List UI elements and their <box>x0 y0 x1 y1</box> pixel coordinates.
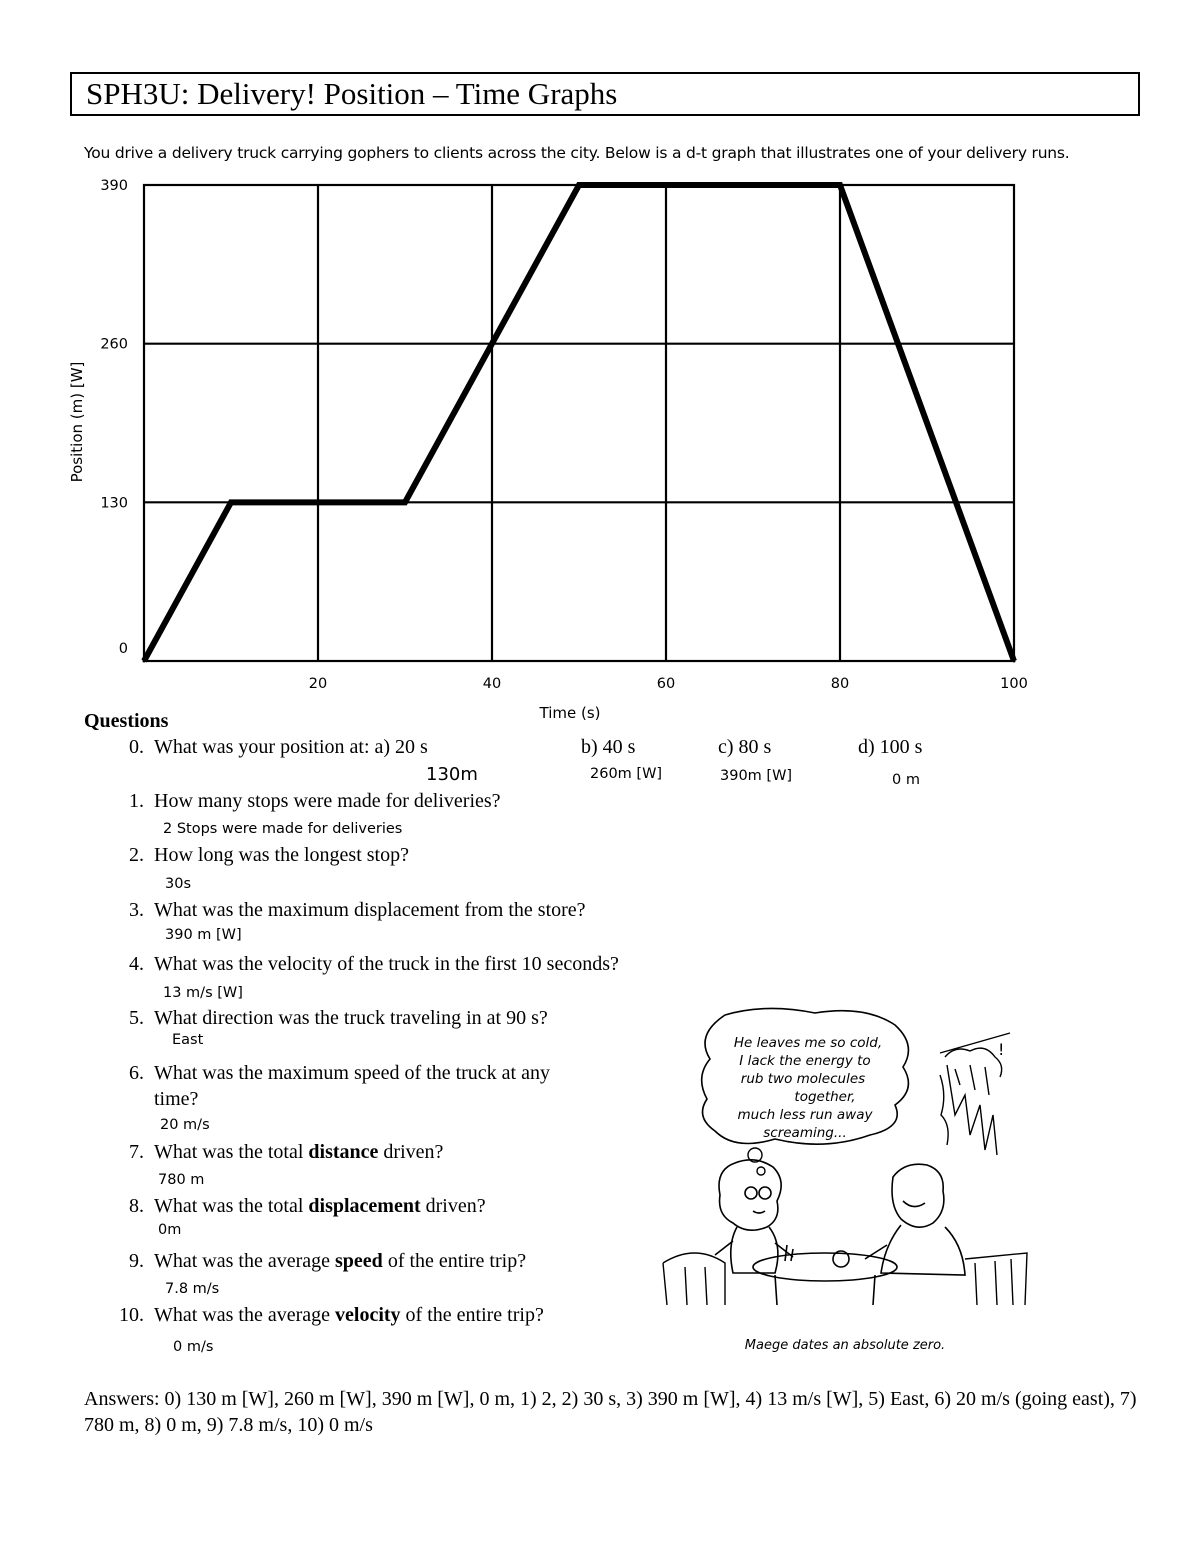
table-icon <box>753 1245 897 1305</box>
x-tick-label: 20 <box>308 676 328 692</box>
question-number: 4. <box>129 953 144 975</box>
question-text: What was the total displacement driven? <box>154 1195 486 1217</box>
y-tick-label: 390 <box>100 178 128 194</box>
y-tick-label: 260 <box>100 336 128 353</box>
data-point <box>143 660 146 663</box>
y-tick-labels <box>100 178 128 657</box>
q0-answer-a: 130m <box>426 764 478 785</box>
data-point <box>578 184 581 187</box>
question-number: 8. <box>129 1195 144 1217</box>
questions-heading: Questions <box>84 710 169 732</box>
question-number: 7. <box>129 1141 144 1163</box>
emphasis: distance <box>308 1141 379 1163</box>
question-number: 10. <box>119 1304 144 1326</box>
question-number: 1. <box>129 790 144 812</box>
question-text: What was the velocity of the truck in the first 10 seconds? <box>154 953 619 975</box>
position-time-chart <box>60 172 1030 732</box>
data-point <box>230 501 233 504</box>
answer-9: 7.8 m/s <box>165 1281 220 1297</box>
q0-part-c: c) 80 s <box>718 736 772 758</box>
data-point <box>839 184 842 187</box>
question-number: 0. <box>129 736 144 758</box>
data-point <box>404 501 407 504</box>
y-axis-label: Position (m) [W] <box>68 361 86 483</box>
answer-3: 390 m [W] <box>165 927 242 943</box>
bubble-line: rub two molecules <box>740 1071 866 1087</box>
question-6-continued: time? <box>154 1088 199 1110</box>
q0-answer-b: 260m [W] <box>590 766 663 782</box>
x-tick-label: 100 <box>1000 676 1028 692</box>
bubble-line: screaming... <box>763 1125 847 1141</box>
answers-summary: Answers: 0) 130 m [W], 260 m [W], 390 m [W], 0 m, 1) 2, 2) 30 s, 3) 390 m [W], 4) 13 m/s [W], 5) East, 6) 20 m/s (going east), 7) 780 m, 8) 0 m, 9) 7.8 m/s, 10) 0 m/s <box>84 1388 1137 1436</box>
answer-10: 0 m/s <box>173 1339 214 1355</box>
chart-grid <box>144 185 1014 661</box>
question-number: 9. <box>129 1250 144 1272</box>
bubble-line: I lack the energy to <box>739 1053 871 1069</box>
position-line <box>144 185 1014 661</box>
q0-part-b: b) 40 s <box>581 736 636 758</box>
answer-6: 20 m/s <box>160 1117 210 1133</box>
y-tick-label: 0 <box>118 641 128 657</box>
question-text: What was the maximum speed of the truck at any <box>154 1062 550 1084</box>
question-text: What was the average speed of the entire trip? <box>154 1250 527 1272</box>
question-number: 2. <box>129 844 144 866</box>
question-text: What was the average velocity of the entire trip? <box>154 1304 544 1326</box>
cartoon-caption: Maege dates an absolute zero. <box>744 1338 946 1353</box>
intro-text: You drive a delivery truck carrying gophers to clients across the city. Below is a d-t graph that illustrates one of your delivery runs. <box>84 144 1070 162</box>
answer-7: 780 m <box>158 1172 205 1188</box>
x-tick-label: 40 <box>482 676 502 692</box>
emphasis: velocity <box>335 1304 401 1326</box>
bubble-line: He leaves me so cold, <box>733 1035 883 1051</box>
question-number: 5. <box>129 1007 144 1029</box>
question-text: What was the maximum displacement from the store? <box>154 899 586 921</box>
x-tick-labels <box>309 676 1028 692</box>
bubble-line: much less run away <box>737 1107 873 1123</box>
plot-frame <box>144 185 1014 661</box>
answer-4: 13 m/s [W] <box>163 985 243 1001</box>
cartoon-illustration <box>655 1005 1035 1355</box>
x-axis-label: Time (s) <box>539 704 601 722</box>
question-text: What was your position at: a) 20 s <box>154 736 428 758</box>
question-number: 6. <box>129 1062 144 1084</box>
x-tick-label: 80 <box>830 676 850 692</box>
bubble-line: together, <box>794 1089 856 1105</box>
question-text: What was the total distance driven? <box>154 1141 444 1163</box>
question-text: What direction was the truck traveling in at 90 s? <box>154 1007 548 1029</box>
question-text: How long was the longest stop? <box>154 844 409 866</box>
question-text: How many stops were made for deliveries? <box>154 790 501 812</box>
answer-2: 30s <box>165 876 192 892</box>
question-number: 3. <box>129 899 144 921</box>
answer-8: 0m <box>158 1222 182 1238</box>
chair-icon <box>663 1253 1027 1305</box>
q0-answer-d: 0 m <box>892 772 920 788</box>
data-point <box>1013 660 1016 663</box>
answer-5: East <box>172 1032 204 1048</box>
chart-series <box>143 184 1016 663</box>
q0-part-d: d) 100 s <box>858 736 923 758</box>
thought-dot <box>757 1167 765 1175</box>
worksheet-title: SPH3U: Delivery! Position – Time Graphs <box>70 72 1140 116</box>
x-tick-label: 60 <box>656 676 676 692</box>
y-tick-label: 130 <box>100 495 128 512</box>
emphasis: displacement <box>308 1195 421 1217</box>
q0-answer-c: 390m [W] <box>720 768 793 784</box>
exclamation: ! <box>998 1040 1005 1059</box>
emphasis: speed <box>335 1250 383 1272</box>
answer-1: 2 Stops were made for deliveries <box>163 821 403 837</box>
